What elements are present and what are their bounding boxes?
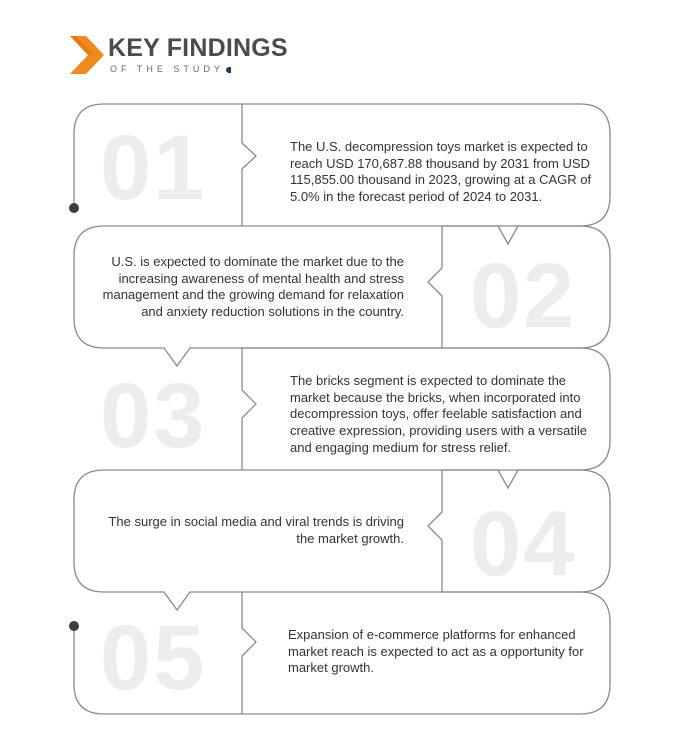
finding-text-1: The U.S. decompression toys market is expected to reach USD 170,687.88 thousand by 2031 from USD 115,855.00 thousand in 2023, growing at a CAGR of 5.0% in the forecast period of 2024 to 2031. (290, 139, 592, 204)
timeline-dot-top (69, 203, 79, 213)
notch-2 (428, 268, 442, 296)
page-title: KEY FINDINGS (108, 34, 288, 62)
page-subtitle-text: OF THE STUDY (110, 64, 224, 74)
notch-4 (428, 512, 442, 540)
notch-3 (242, 390, 256, 418)
notch-1 (242, 143, 256, 169)
finding-number-4: 04 (470, 493, 577, 595)
notch-5 (242, 628, 256, 656)
finding-number-5: 05 (100, 607, 207, 709)
finding-number-1: 01 (100, 117, 207, 219)
finding-text-5: Expansion of e-commerce platforms for enhanced market reach is expected to act as a opportunity for market growth. (288, 627, 584, 676)
finding-text-3: The bricks segment is expected to dominate the market because the bricks, when incorporated into decompression toys, offer feelable satisfaction and creative expression, providing users with a versatile and engaging medium for stress relief. (290, 373, 587, 455)
finding-text-4: The surge in social media and viral trends is driving the market growth. (108, 514, 404, 546)
finding-number-3: 03 (100, 365, 207, 467)
finding-number-2: 02 (470, 245, 577, 347)
timeline-dot-bottom (69, 621, 79, 631)
finding-text-2: U.S. is expected to dominate the market due to the increasing awareness of mental health and stress management and the growing demand for relaxation and anxiety reduction solutions in the country. (102, 254, 404, 319)
